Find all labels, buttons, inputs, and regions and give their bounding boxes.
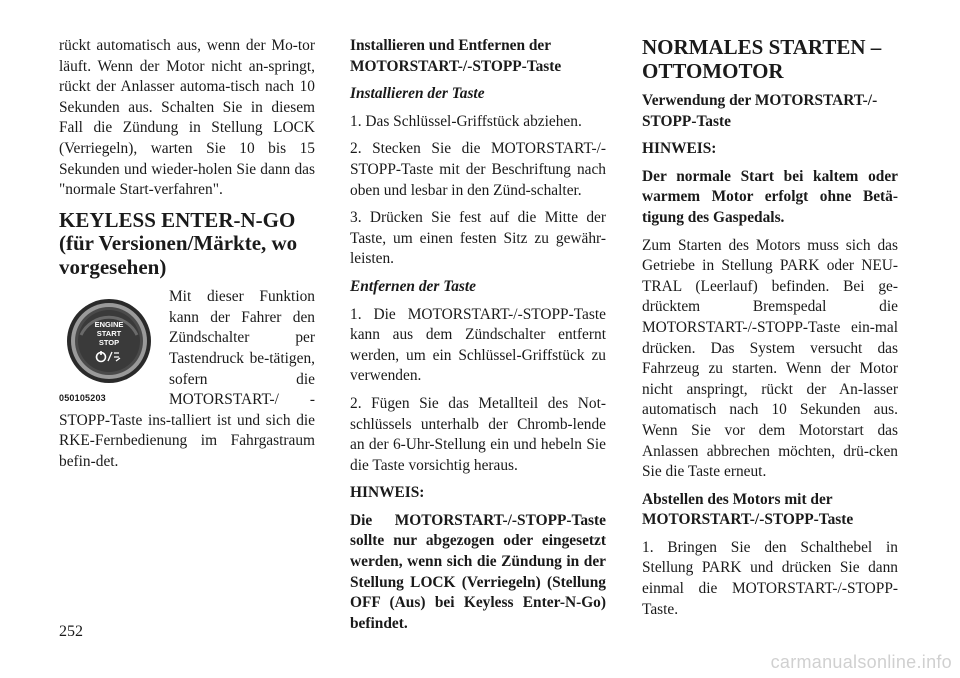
install-step: 1. Das Schlüssel-Griffstück abziehen. xyxy=(350,112,582,130)
install-title: Installieren der Taste xyxy=(350,85,485,103)
column-left xyxy=(59,36,315,473)
button-label-stop: STOP xyxy=(98,338,120,348)
remove-step: 1. Die MOTORSTART-/-STOPP-Taste kann aus dem Zündschalter entfernt werden, um ein Schlüssel-Griffstück zu verwenden. xyxy=(350,305,606,385)
watermark: carmanualsonline.info xyxy=(770,652,952,672)
heading-line: (für Versionen/Märkte, wo xyxy=(59,231,298,256)
section-heading-normal-start xyxy=(642,36,898,83)
subheading-install-remove: Installieren und Entfernen der MOTORSTART-/-STOPP-Taste xyxy=(350,37,562,75)
subheading-stop-engine: Abstellen des Motors mit der MOTORSTART-/-STOPP-Taste xyxy=(642,490,854,529)
heading-line: KEYLESS ENTER-N-GO xyxy=(59,207,296,232)
column-middle xyxy=(350,36,606,641)
install-step: 2. Stecken Sie die MOTORSTART-/-STOPP-Taste mit der Beschriftung nach oben und lesbar in den Zünd-schalter. xyxy=(350,140,606,199)
note-label: HINWEIS: xyxy=(642,140,717,158)
remove-title: Entfernen der Taste xyxy=(350,277,476,295)
button-label-start: START xyxy=(96,329,122,339)
page-number: 252 xyxy=(59,623,83,640)
start-button-figure xyxy=(59,287,163,405)
section-heading-keyless xyxy=(59,209,315,280)
note-label: HINWEIS: xyxy=(350,484,425,502)
button-label-engine: ENGINE xyxy=(94,320,124,330)
stop-step: 1. Bringen Sie den Schalthebel in Stellung PARK und drücken Sie dann einmal die MOTORSTART-/-STOPP-Taste. xyxy=(642,538,898,618)
note-text: Die MOTORSTART-/-STOPP-Taste sollte nur abgezogen oder eingesetzt werden, wenn sich die Zündung in der Stellung LOCK (Verriegeln) (Stellung OFF (Aus) bei Keyless Enter-N-Go) befindet. xyxy=(350,511,606,632)
heading-line: NORMALES STARTEN – xyxy=(642,35,882,59)
start-procedure-paragraph: Zum Starten des Motors muss sich das Getriebe in Stellung PARK oder NEU-TRAL (Leerlauf) befinden. Bei ge-drücktem Bremspedal die MOTORSTART-/-STOPP-Taste ein-mal drücken. Das System versucht das Fahrzeug zu starten. Wenn der Motor nicht anspringt, rückt der An-lasser automatisch nach 10 Sekunden aus. Wenn Sie vor dem Motorstart das Anlassen abbrechen möchten, drü-cken Sie die Taste erneut. xyxy=(642,236,898,481)
column-right xyxy=(642,36,898,627)
intro-paragraph: rückt automatisch aus, wenn der Mo-tor läuft. Wenn der Motor nicht an-springt, rückt der Anlasser automa-tisch nach 10 Sekunden aus. Schalten Sie in diesem Fall die Zündung in Stellung LOCK (Verriegeln), warten Sie 10 bis 15 Sekunden und wieder-holen Sie dann das "normale Start-verfahren". xyxy=(59,37,315,199)
remove-step: 2. Fügen Sie das Metallteil des Not-schlüssels unterhalb der Chromb-lende an der 6-Uhr-Stellung ein und hebeln Sie die Taste vorsichtig heraus. xyxy=(350,394,606,474)
image-caption: 050105203 xyxy=(59,393,106,404)
note-text: Der normale Start bei kaltem oder warmem Motor erfolgt ohne Betä-tigung des Gaspedals. xyxy=(642,167,898,226)
keyless-paragraph: Mit dieser Funktion kann der Fahrer den Zündschalter per Tastendruck be-tätigen, sofern die MOTORSTART-/ -STOPP-Taste ins-talliert ist und sich die RKE-Fernbedienung im Fahrgastraum befin-det. xyxy=(59,288,315,470)
engine-start-stop-button-image xyxy=(59,287,163,391)
heading-line: OTTOMOTOR xyxy=(642,58,784,83)
install-step: 3. Drücken Sie fest auf die Mitte der Taste, um einen festen Sitz zu gewähr-leisten. xyxy=(350,209,606,268)
subheading-usage: Verwendung der MOTORSTART-/-STOPP-Taste xyxy=(642,92,878,130)
heading-line: vorgesehen) xyxy=(59,254,167,279)
